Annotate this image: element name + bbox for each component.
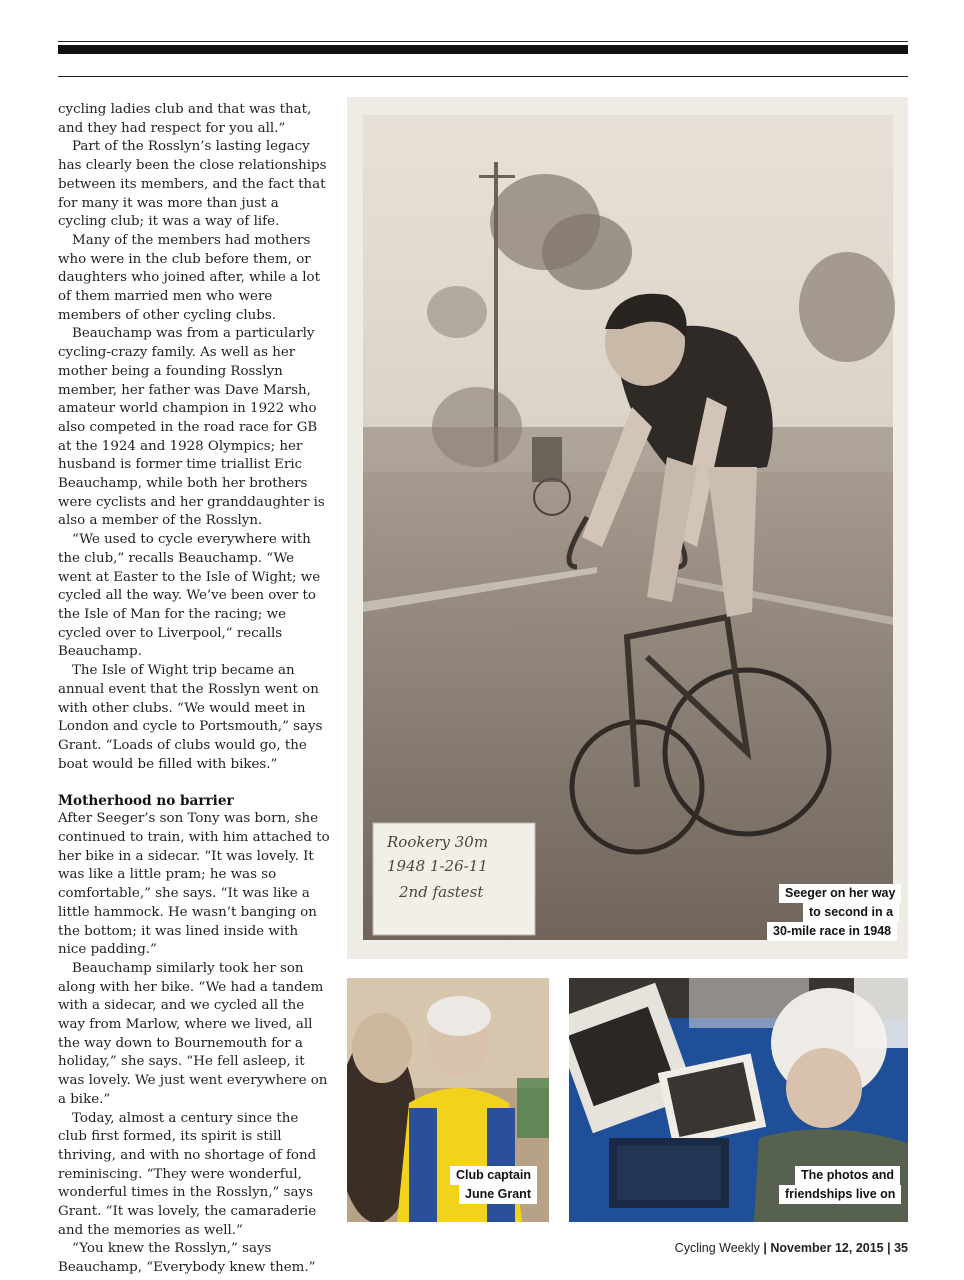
caption-main-photo-line2: to second in a	[803, 903, 899, 922]
caption-friendships-line1: The photos and	[795, 1166, 900, 1185]
article-paragraph: Many of the members had mothers who were in the club before them, or daughters who joined after, while a lot of them married men who were members of other cycling clubs.	[58, 232, 320, 323]
article-subheading: Motherhood no barrier	[58, 793, 234, 810]
article-paragraph: The Isle of Wight trip became an annual event that the Rosslyn went on with other clubs. “We would meet in London and cycle to Portsmouth,” says Grant. “Loads of clubs would go, the boat would be filled with bikes.”	[58, 663, 323, 772]
handwritten-note-line: Rookery 30m	[387, 833, 489, 851]
article-final-text: “You knew the Rosslyn,” says Beauchamp, “Everybody knew them.”	[58, 1241, 316, 1276]
header-rule-lower	[58, 76, 908, 77]
article-paragraph: “We used to cycle everywhere with the club,” recalls Beauchamp. “We went at Easter to the Isle of Wight; we cycled all the way. We’ve been over to the Isle of Man for the racing; we cycled over to Liverpool,” recalls Beauchamp.	[58, 532, 321, 660]
article-paragraph: Part of the Rosslyn’s lasting legacy has clearly been the close relationships between its members, and the fact that for many it was more than just a cycling club; it was a way of life.	[58, 139, 327, 230]
article-paragraph: Beauchamp similarly took her son along with her bike. “We had a tandem with a sidecar, and we cycled all the way from Marlow, where we lived, all the way down to Bournemouth for a holiday,” she says. “He fell asleep, it was lovely. We just went everywhere on a bike.”	[58, 960, 328, 1107]
article-paragraph: cycling ladies club and that was that, and they had respect for you all.”	[58, 102, 312, 136]
caption-main-photo-line1: Seeger on her way	[779, 884, 901, 903]
footer-separator: |	[763, 1241, 767, 1255]
article-paragraph-final	[58, 1240, 330, 1280]
page-number: 35	[894, 1241, 908, 1255]
article-paragraph: After Seeger’s son Tony was born, she continued to train, with him attached to her bike in a sidecar. “It was lovely. It was like a little pram; he was so comfortable,” she says. “It was like a little hammock. He wasn’t banging on the bottom; it was lined inside with nice padding.”	[58, 811, 330, 958]
article-paragraph: Beauchamp was from a particularly cycling-crazy family. As well as her mother being a founding Rosslyn member, her father was Dave Marsh, amateur world champion in 1922 who also competed in the road race for GB at the 1924 and 1928 Olympics; her husband is former time triallist Eric Beauchamp, while both her brothers were cyclists and her granddaughter is also a member of the Rosslyn.	[58, 326, 325, 529]
page-footer	[675, 1241, 908, 1255]
caption-june-grant-line1: Club captain	[450, 1166, 537, 1185]
header-rule-thick	[58, 45, 908, 54]
handwritten-note-line: 2nd fastest	[399, 883, 484, 901]
article-paragraph: Today, almost a century since the club first formed, its spirit is still thriving, and with no shortage of fond reminiscing. “They were wonderful, wonderful times in the Rosslyn,” says Grant. “It was lovely, the camaraderie and the memories as well.”	[58, 1110, 317, 1238]
header-rule-thin	[58, 41, 908, 42]
handwritten-note-line: 1948 1-26-11	[387, 857, 488, 875]
caption-main-photo-line3: 30-mile race in 1948	[767, 922, 897, 941]
seeger-cyclist-illustration	[347, 97, 908, 959]
photo-seeger-1948	[347, 97, 908, 959]
article-text-column	[58, 101, 330, 1280]
footer-date: November 12, 2015	[770, 1241, 884, 1255]
footer-publication: Cycling Weekly	[674, 1241, 760, 1255]
caption-friendships-line2: friendships live on	[779, 1185, 901, 1204]
caption-june-grant-line2: June Grant	[459, 1185, 537, 1204]
footer-separator: |	[887, 1241, 891, 1255]
